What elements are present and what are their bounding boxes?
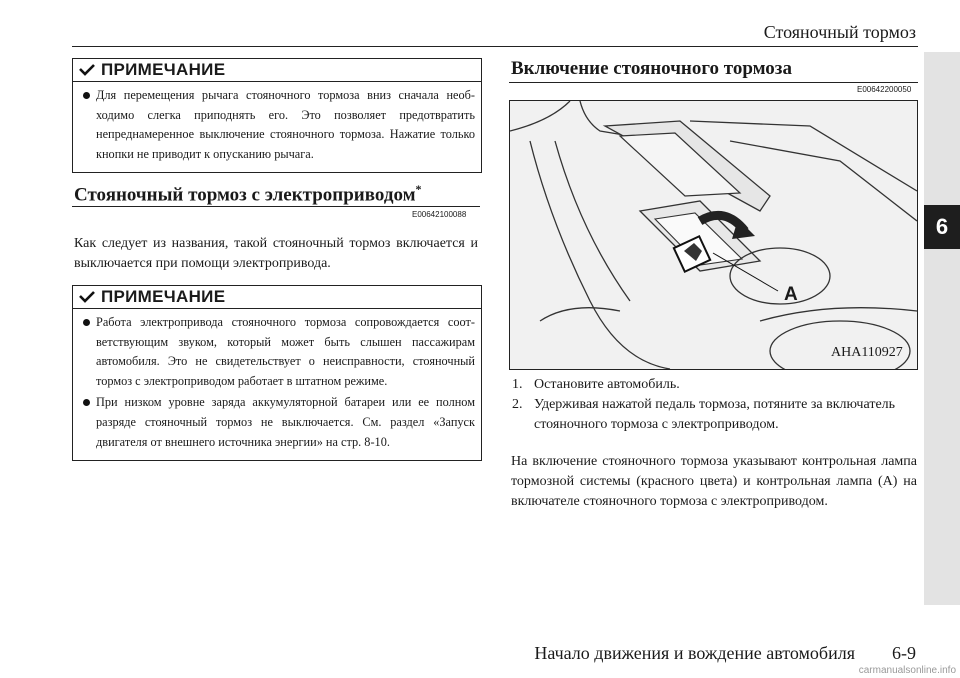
note-box <box>72 285 482 461</box>
checkmark-icon <box>79 64 95 76</box>
section-code: E00642200050 <box>857 85 912 94</box>
running-header: Стояночный тормоз <box>763 22 916 42</box>
section-paragraph: На включение стояночного тормоза указывают контрольная лампа тормозной системы (красного цвета) и контрольная лампа (А) на включателе стояночного тормоза с электроприводом. <box>511 454 917 509</box>
page-number: 6-9 <box>892 643 916 663</box>
section-title: Стояночный тормоз с электроприводом* <box>74 182 422 206</box>
note-title: ПРИМЕЧАНИЕ <box>101 287 226 306</box>
section-title: Включение стояночного тормоза <box>511 58 792 79</box>
section-code: E00642100088 <box>412 210 467 219</box>
step-item: 1. Остановите автомобиль. <box>512 377 680 392</box>
note-bullet: Работа электропривода стояночного тормоза сопровождается соот-ветствующим звуком, который может быть слышен пассажирам автомобиля. Это не свидетельствует о неисправности, стояночный тормоз с электроприводом работает в штатном режиме. <box>81 313 475 391</box>
step-item: 2. Удерживая нажатой педаль тормоза, потяните за включатель стояночного тормоза с электроприводом. <box>512 397 896 432</box>
bullet-icon <box>83 399 90 406</box>
watermark: carmanualsonline.info <box>858 665 956 676</box>
epb-switch-illustration <box>509 100 918 370</box>
section-paragraph: Как следует из названия, такой стояночный тормоз включается и выключается при помощи электропривода. <box>74 236 478 271</box>
callout-a: A <box>784 284 798 305</box>
bullet-icon <box>83 92 90 99</box>
steps-list <box>512 375 917 435</box>
bullet-icon <box>83 319 90 326</box>
note-box <box>72 58 482 173</box>
chapter-side-tab <box>924 52 960 605</box>
note-bullet: При низком уровне заряда аккумуляторной батареи или ее полном разряде стояночный тормоз не выключается. См. раздел «Запуск двигателя от внешнего источника энергии» на стр. 8-10. <box>81 393 475 452</box>
chapter-number: 6 <box>924 205 960 249</box>
footer-chapter: Начало движения и вождение автомобиля <box>534 643 855 663</box>
section-rule <box>72 206 480 207</box>
note-bullet: Для перемещения рычага стояночного тормоза вниз сначала необ-ходимо слегка приподнять его. Это позволяет предотвратить непреднамеренное выключение стояночного тормоза. Нажатие только кнопки не приводит к опусканию рычага. <box>81 86 475 164</box>
asterisk: * <box>415 182 422 196</box>
note-title: ПРИМЕЧАНИЕ <box>101 60 226 79</box>
section-rule <box>509 82 918 83</box>
header-rule <box>72 46 918 47</box>
page-footer <box>534 643 916 664</box>
checkmark-icon <box>79 291 95 303</box>
console-drawing <box>510 101 917 369</box>
figure-code: AHA110927 <box>831 345 903 360</box>
